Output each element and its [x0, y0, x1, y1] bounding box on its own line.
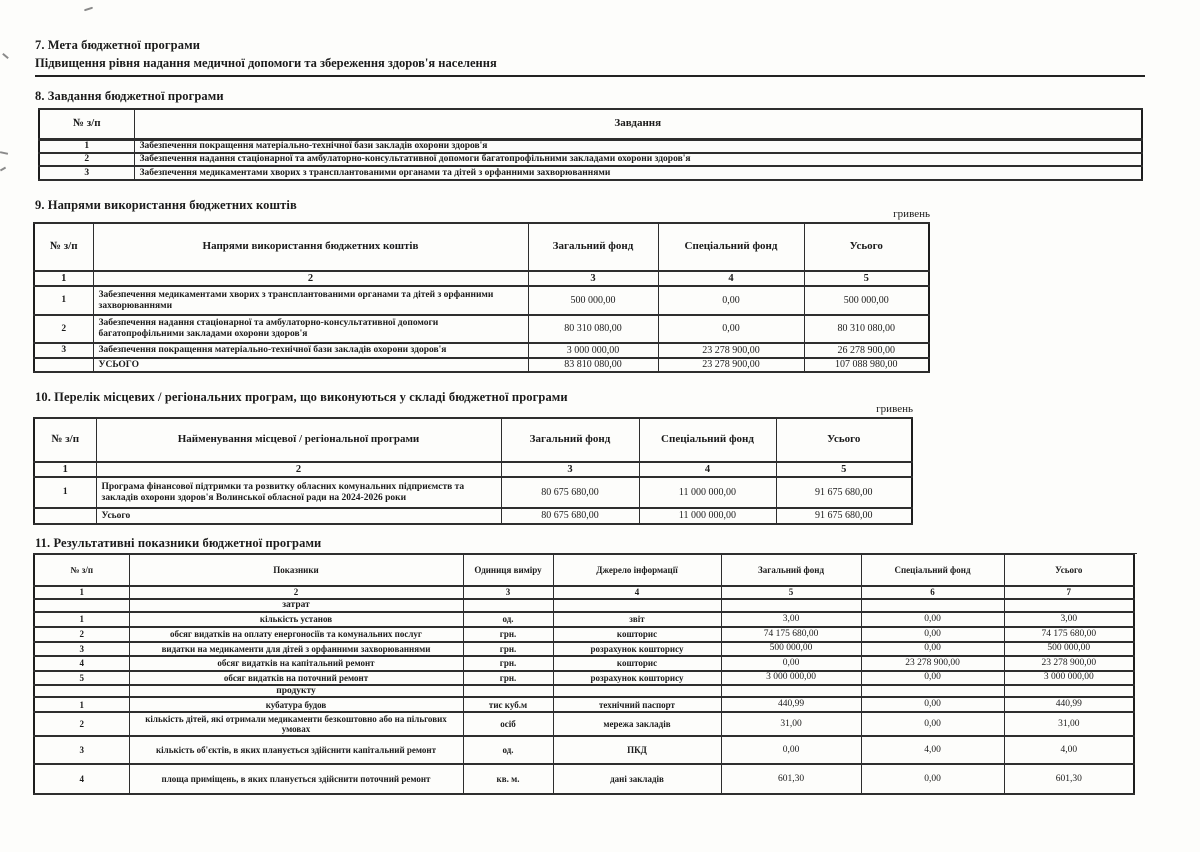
table-header-row — [34, 223, 929, 271]
special-fund-value: 23 278 900,00 — [861, 656, 1004, 671]
colnum-cell: 5 — [721, 586, 861, 599]
table-row — [34, 612, 1134, 627]
table-row — [34, 764, 1134, 794]
group-header-row — [34, 685, 1134, 698]
header-special-fund-cell: Спеціальний фонд — [861, 554, 1004, 586]
source-cell: дані закладів — [553, 764, 721, 794]
funds-directions-table — [33, 222, 930, 373]
empty-cell — [463, 599, 553, 612]
scan-artifact — [0, 167, 6, 172]
total-label-cell: УСЬОГО — [93, 358, 528, 372]
table-header-row — [39, 109, 1142, 139]
empty-cell — [721, 685, 861, 698]
colnum-cell: 2 — [93, 271, 528, 286]
row-number-cell: 1 — [39, 139, 134, 153]
header-special-fund-cell: Спеціальний фонд — [639, 418, 776, 462]
header-task-cell: Завдання — [134, 109, 1142, 139]
general-fund-value: 3,00 — [721, 612, 861, 627]
row-number-cell: 1 — [34, 612, 129, 627]
unit-cell: осіб — [463, 712, 553, 736]
header-name-cell: Найменування місцевої / регіональної програми — [96, 418, 501, 462]
table-row — [34, 315, 929, 343]
table-row — [34, 343, 929, 358]
currency-label: гривень — [876, 403, 913, 415]
row-number-cell: 3 — [39, 166, 134, 180]
total-value: 80 310 080,00 — [804, 315, 929, 343]
direction-cell: Забезпечення медикаментами хворих з трансплантованими органами та дітей з орфанними захворюваннями — [93, 286, 528, 315]
indicator-cell: кубатура будов — [129, 697, 463, 712]
header-total-cell: Усього — [776, 418, 912, 462]
table-row — [34, 712, 1134, 736]
scan-artifact — [0, 151, 8, 155]
unit-cell: од. — [463, 612, 553, 627]
empty-cell — [553, 599, 721, 612]
empty-cell — [553, 685, 721, 698]
colnum-cell: 4 — [553, 586, 721, 599]
general-fund-value: 0,00 — [721, 656, 861, 671]
row-number-cell: 4 — [34, 656, 129, 671]
program-name-cell: Програма фінансової підтримки та розвитку обласних комунальних підприємств та закладів охорони здоров'я Волинської обласної ради на 2024-2026 роки — [96, 477, 501, 508]
table-header-row — [34, 554, 1134, 586]
table-row — [34, 656, 1134, 671]
total-row — [34, 358, 929, 372]
total-value: 31,00 — [1004, 712, 1134, 736]
colnum-cell: 1 — [34, 271, 93, 286]
grand-total: 91 675 680,00 — [776, 508, 912, 524]
indicator-cell: видатки на медикаменти для дітей з орфанними захворюваннями — [129, 642, 463, 656]
total-value: 23 278 900,00 — [1004, 656, 1134, 671]
header-num-cell: № з/п — [34, 554, 129, 586]
special-fund-value: 0,00 — [861, 764, 1004, 794]
scan-artifact — [84, 7, 93, 12]
general-fund-value: 80 675 680,00 — [501, 477, 639, 508]
empty-cell — [34, 508, 96, 524]
row-number-cell: 3 — [34, 736, 129, 764]
indicator-cell: обсяг видатків на поточний ремонт — [129, 671, 463, 685]
header-num-cell: № з/п — [34, 223, 93, 271]
total-row — [34, 508, 912, 524]
header-name-cell: Напрями використання бюджетних коштів — [93, 223, 528, 271]
general-fund-value: 601,30 — [721, 764, 861, 794]
empty-cell — [861, 685, 1004, 698]
direction-cell: Забезпечення надання стаціонарної та амбулаторно-консультативної допомоги багатопрофільними закладами охорони здоров'я — [93, 315, 528, 343]
special-fund-value: 23 278 900,00 — [658, 343, 804, 358]
header-general-fund-cell: Загальний фонд — [528, 223, 658, 271]
total-value: 26 278 900,00 — [804, 343, 929, 358]
regional-programs-table — [33, 417, 913, 525]
scan-artifact — [2, 53, 9, 59]
grand-total: 107 088 980,00 — [804, 358, 929, 372]
header-special-fund-cell: Спеціальний фонд — [658, 223, 804, 271]
special-fund-value: 0,00 — [861, 612, 1004, 627]
special-fund-value: 11 000 000,00 — [639, 477, 776, 508]
colnum-cell: 2 — [129, 586, 463, 599]
special-fund-value: 0,00 — [861, 697, 1004, 712]
performance-indicators-table — [33, 553, 1135, 795]
source-cell: звіт — [553, 612, 721, 627]
unit-cell: грн. — [463, 627, 553, 642]
row-number-cell: 2 — [39, 153, 134, 166]
unit-cell: грн. — [463, 656, 553, 671]
empty-cell — [34, 358, 93, 372]
source-cell: розрахунок кошторису — [553, 642, 721, 656]
special-fund-value: 0,00 — [658, 315, 804, 343]
currency-label: гривень — [893, 208, 930, 220]
general-fund-value: 3 000 000,00 — [528, 343, 658, 358]
colnum-cell: 7 — [1004, 586, 1134, 599]
section-10-title: 10. Перелік місцевих / регіональних програм, що виконуються у складі бюджетної програми — [35, 390, 568, 404]
general-fund-total: 83 810 080,00 — [528, 358, 658, 372]
indicator-cell: обсяг видатків на оплату енергоносіїв та комунальних послуг — [129, 627, 463, 642]
row-number-cell: 1 — [34, 286, 93, 315]
table-row — [39, 166, 1142, 180]
header-general-fund-cell: Загальний фонд — [721, 554, 861, 586]
group-header-row — [34, 599, 1134, 612]
row-number-cell: 2 — [34, 315, 93, 343]
colnum-cell: 3 — [463, 586, 553, 599]
row-number-cell: 4 — [34, 764, 129, 794]
special-fund-value: 4,00 — [861, 736, 1004, 764]
indicator-cell: кількість дітей, які отримали медикаменти безкоштовно або на пільгових умовах — [129, 712, 463, 736]
group-label-cell: продукту — [129, 685, 463, 698]
table-row — [34, 697, 1134, 712]
empty-cell — [463, 685, 553, 698]
general-fund-value: 500 000,00 — [721, 642, 861, 656]
indicator-cell: обсяг видатків на капітальний ремонт — [129, 656, 463, 671]
special-fund-total: 11 000 000,00 — [639, 508, 776, 524]
general-fund-value: 3 000 000,00 — [721, 671, 861, 685]
colnum-cell: 6 — [861, 586, 1004, 599]
unit-cell: грн. — [463, 671, 553, 685]
row-number-cell: 3 — [34, 343, 93, 358]
table-header-row — [34, 418, 912, 462]
row-number-cell: 3 — [34, 642, 129, 656]
total-value: 74 175 680,00 — [1004, 627, 1134, 642]
indicator-cell: площа приміщень, в яких планується здійснити поточний ремонт — [129, 764, 463, 794]
special-fund-value: 0,00 — [658, 286, 804, 315]
colnum-cell: 1 — [34, 586, 129, 599]
source-cell: розрахунок кошторису — [553, 671, 721, 685]
table-row — [39, 153, 1142, 166]
header-indicator-cell: Показники — [129, 554, 463, 586]
empty-cell — [34, 685, 129, 698]
colnum-cell: 4 — [658, 271, 804, 286]
table-row — [34, 736, 1134, 764]
total-label-cell: Усього — [96, 508, 501, 524]
general-fund-value: 0,00 — [721, 736, 861, 764]
row-number-cell: 1 — [34, 697, 129, 712]
group-label-cell: затрат — [129, 599, 463, 612]
empty-cell — [1004, 599, 1134, 612]
empty-cell — [34, 599, 129, 612]
indicator-cell: кількість об'єктів, в яких планується здійснити капітальний ремонт — [129, 736, 463, 764]
total-value: 4,00 — [1004, 736, 1134, 764]
general-fund-value: 31,00 — [721, 712, 861, 736]
colnum-cell: 3 — [528, 271, 658, 286]
header-total-cell: Усього — [804, 223, 929, 271]
column-number-row — [34, 271, 929, 286]
indicator-cell: кількість установ — [129, 612, 463, 627]
header-unit-cell: Одиниця виміру — [463, 554, 553, 586]
header-source-cell: Джерело інформації — [553, 554, 721, 586]
special-fund-value: 0,00 — [861, 627, 1004, 642]
table-row — [34, 627, 1134, 642]
unit-cell: грн. — [463, 642, 553, 656]
total-value: 440,99 — [1004, 697, 1134, 712]
general-fund-value: 74 175 680,00 — [721, 627, 861, 642]
unit-cell: кв. м. — [463, 764, 553, 794]
source-cell: кошторис — [553, 627, 721, 642]
task-cell: Забезпечення надання стаціонарної та амбулаторно-консультативної допомоги багатопрофільними закладами охорони здоров'я — [134, 153, 1142, 166]
empty-cell — [721, 599, 861, 612]
table-row — [34, 642, 1134, 656]
general-fund-value: 500 000,00 — [528, 286, 658, 315]
column-number-row — [34, 462, 912, 477]
total-value: 91 675 680,00 — [776, 477, 912, 508]
general-fund-total: 80 675 680,00 — [501, 508, 639, 524]
row-number-cell: 1 — [34, 477, 96, 508]
tasks-table — [38, 108, 1143, 181]
program-goal-text: Підвищення рівня надання медичної допомоги та збереження здоров'я населення — [35, 56, 1145, 77]
total-value: 601,30 — [1004, 764, 1134, 794]
colnum-cell: 4 — [639, 462, 776, 477]
total-value: 500 000,00 — [804, 286, 929, 315]
direction-cell: Забезпечення покращення матеріально-технічної бази закладів охорони здоров'я — [93, 343, 528, 358]
column-number-row — [34, 586, 1134, 599]
task-cell: Забезпечення медикаментами хворих з трансплантованими органами та дітей з орфанними захворюваннями — [134, 166, 1142, 180]
table-row — [34, 477, 912, 508]
empty-cell — [861, 599, 1004, 612]
header-total-cell: Усього — [1004, 554, 1134, 586]
special-fund-total: 23 278 900,00 — [658, 358, 804, 372]
special-fund-value: 0,00 — [861, 671, 1004, 685]
colnum-cell: 3 — [501, 462, 639, 477]
general-fund-value: 440,99 — [721, 697, 861, 712]
section-11-title: 11. Результативні показники бюджетної програми — [33, 536, 1137, 554]
special-fund-value: 0,00 — [861, 642, 1004, 656]
section-8-title: 8. Завдання бюджетної програми — [35, 89, 224, 103]
source-cell: технічний паспорт — [553, 697, 721, 712]
table-row — [34, 671, 1134, 685]
header-num-cell: № з/п — [34, 418, 96, 462]
row-number-cell: 5 — [34, 671, 129, 685]
special-fund-value: 0,00 — [861, 712, 1004, 736]
task-cell: Забезпечення покращення матеріально-технічної бази закладів охорони здоров'я — [134, 139, 1142, 153]
table-row — [39, 139, 1142, 153]
row-number-cell: 2 — [34, 712, 129, 736]
colnum-cell: 5 — [776, 462, 912, 477]
table-row — [34, 286, 929, 315]
total-value: 3 000 000,00 — [1004, 671, 1134, 685]
header-num-cell: № з/п — [39, 109, 134, 139]
row-number-cell: 2 — [34, 627, 129, 642]
source-cell: кошторис — [553, 656, 721, 671]
unit-cell: тис куб.м — [463, 697, 553, 712]
colnum-cell: 2 — [96, 462, 501, 477]
header-general-fund-cell: Загальний фонд — [501, 418, 639, 462]
empty-cell — [1004, 685, 1134, 698]
general-fund-value: 80 310 080,00 — [528, 315, 658, 343]
source-cell: ПКД — [553, 736, 721, 764]
colnum-cell: 1 — [34, 462, 96, 477]
total-value: 3,00 — [1004, 612, 1134, 627]
colnum-cell: 5 — [804, 271, 929, 286]
source-cell: мережа закладів — [553, 712, 721, 736]
section-9-title: 9. Напрями використання бюджетних коштів — [35, 198, 297, 212]
section-7-title: 7. Мета бюджетної програми — [35, 38, 200, 52]
unit-cell: од. — [463, 736, 553, 764]
total-value: 500 000,00 — [1004, 642, 1134, 656]
